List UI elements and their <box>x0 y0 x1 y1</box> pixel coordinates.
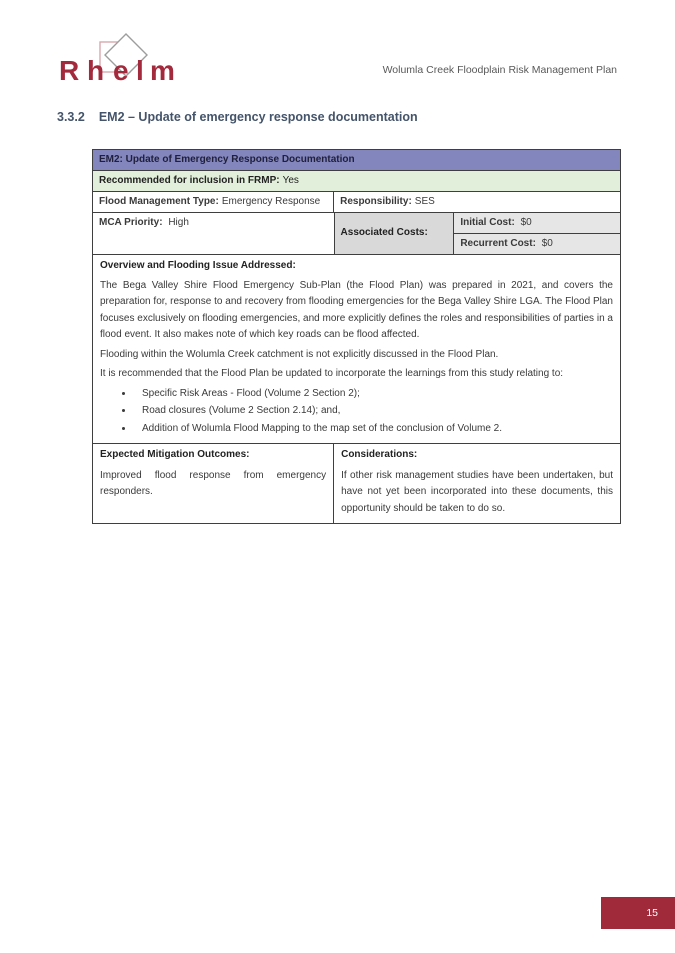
type-responsibility-row <box>93 192 620 213</box>
mca-priority-value: High <box>168 217 189 228</box>
bullet-item: • Specific Risk Areas - Flood (Volume 2 Section 2); <box>134 386 613 403</box>
initial-cost-value: $0 <box>520 216 532 228</box>
initial-cost-label: Initial Cost: <box>460 216 515 228</box>
priority-costs-row <box>93 213 620 255</box>
page-number: 15 <box>646 907 658 919</box>
overview-heading: Overview and Flooding Issue Addressed: <box>100 260 296 271</box>
frmp-value: Yes <box>282 174 299 186</box>
section-number: 3.3.2 <box>57 110 85 124</box>
table-title-row <box>93 150 620 171</box>
associated-costs-cell <box>334 213 454 254</box>
recurrent-cost-cell <box>454 234 620 254</box>
section-heading <box>57 110 418 124</box>
initial-cost-cell <box>454 213 620 234</box>
associated-costs-label: Associated Costs: <box>340 227 428 239</box>
recurrent-cost-value: $0 <box>541 237 553 249</box>
costs-stack <box>453 213 620 254</box>
page-number-badge <box>601 897 675 929</box>
overview-bullet-list <box>100 386 613 438</box>
expected-outcomes-body: Improved flood response from emergency responders. <box>100 469 327 497</box>
rhelm-logo <box>57 30 197 90</box>
flood-management-type-label: Flood Management Type: <box>99 195 219 207</box>
responsibility-label: Responsibility: <box>340 195 412 207</box>
overview-paragraph: Flooding within the Wolumla Creek catchment is not explicitly discussed in the Flood Plan. <box>100 348 499 360</box>
frmp-row <box>93 171 620 192</box>
responsibility-cell <box>333 192 620 212</box>
logo-text: R h e l m <box>59 55 175 86</box>
bullet-item: • Road closures (Volume 2 Section 2.14); and, <box>134 403 613 420</box>
expected-outcomes-heading: Expected Mitigation Outcomes: <box>100 449 250 460</box>
overview-paragraph: It is recommended that the Flood Plan be updated to incorporate the learnings from this study relating to: <box>100 368 564 379</box>
mca-priority-label: MCA Priority: <box>99 217 163 228</box>
considerations-body: If other risk management studies have been undertaken, but have not yet been incorporated into these documents, this opportunity should be taken to do so. <box>341 469 613 514</box>
bullet-item: • Addition of Wolumla Flood Mapping to the map set of the conclusion of Volume 2. <box>134 421 613 438</box>
flood-management-type-cell <box>93 192 333 212</box>
considerations-cell <box>333 444 620 523</box>
measure-table <box>92 149 621 524</box>
frmp-label: Recommended for inclusion in FRMP: <box>99 174 280 186</box>
overview-section <box>93 255 620 444</box>
flood-management-type-value: Emergency Response <box>221 195 321 207</box>
table-title: EM2: Update of Emergency Response Documentation <box>99 153 355 165</box>
overview-paragraph: The Bega Valley Shire Flood Emergency Sub-Plan (the Flood Plan) was prepared in 2021, and covers the preparation for, response to and recovery from flooding emergencies for the Bega Valley Shire LGA. The Flood Plan focuses exclusively on flooding emergencies, and more explicitly defines the roles and responsibilities of parties in a flood event. It also makes note of which key roads can be flood affected. <box>100 279 613 340</box>
expected-outcomes-cell <box>93 444 333 523</box>
running-header-title: Wolumla Creek Floodplain Risk Management Plan <box>382 64 617 76</box>
section-title: EM2 – Update of emergency response documentation <box>98 110 418 124</box>
responsibility-value: SES <box>414 195 435 207</box>
considerations-heading: Considerations: <box>341 449 418 460</box>
recurrent-cost-label: Recurrent Cost: <box>460 237 536 249</box>
outcomes-considerations-row <box>93 444 620 523</box>
mca-priority-cell <box>93 213 334 254</box>
